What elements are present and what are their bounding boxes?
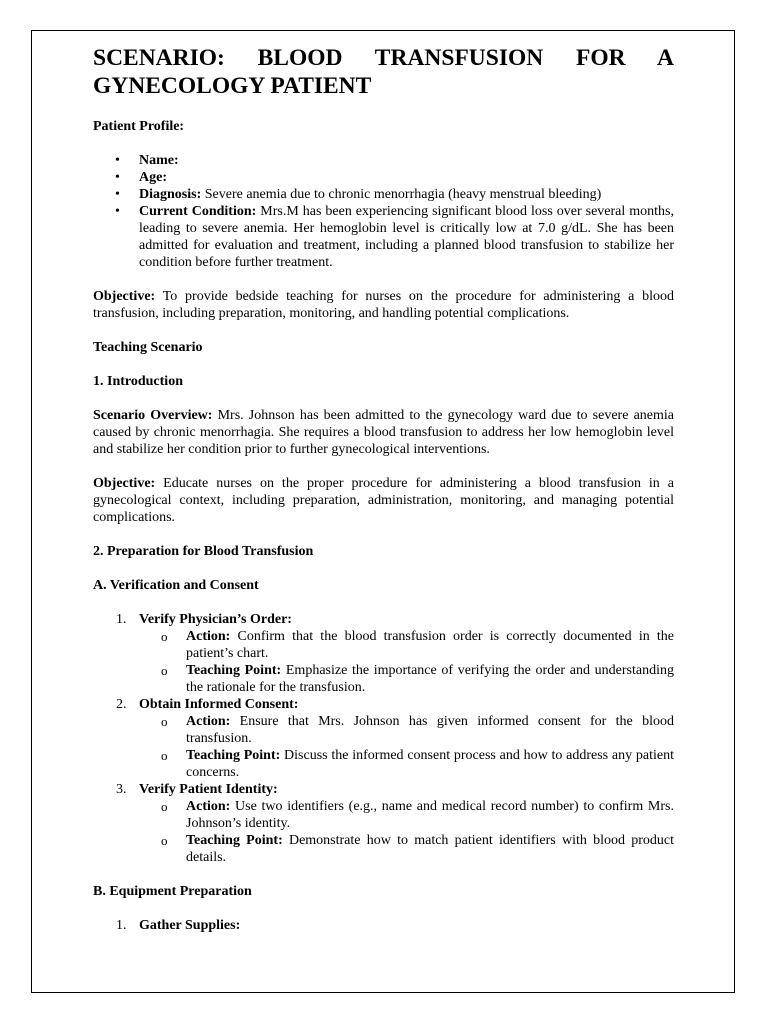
sub-item: o Action: Ensure that Mrs. Johnson has given informed consent for the blood transfusion. xyxy=(139,713,674,747)
preparation-heading: 2. Preparation for Blood Transfusion xyxy=(93,544,314,559)
objective-paragraph-2: Objective: Educate nurses on the proper procedure for administering a blood transfusion in a gynecological context, including preparation, administration, monitoring, and managing potential complications. xyxy=(93,476,674,525)
verification-steps-list xyxy=(93,611,674,866)
list-item: • Current Condition: Mrs.M has been experiencing significant blood loss over several months, leading to severe anemia. Her hemoglobin level is critically low at 7.0 g/dL. She has been admitted for evaluation and treatment, including a planned blood transfusion to stabilize her condition before further treatment. xyxy=(93,203,674,271)
step-number: 3. xyxy=(116,782,127,797)
list-item: • Diagnosis: Severe anemia due to chronic menorrhagia (heavy menstrual bleeding) xyxy=(93,186,674,203)
step-number: 1. xyxy=(116,918,127,933)
equipment-steps-list xyxy=(93,917,674,934)
step-title: Obtain Informed Consent: xyxy=(139,697,299,712)
list-item: • Name: xyxy=(93,152,674,169)
step-title: Verify Physician’s Order: xyxy=(139,612,292,627)
step-item xyxy=(93,917,674,934)
teaching-scenario-heading: Teaching Scenario xyxy=(93,340,203,355)
step-title: Gather Supplies: xyxy=(139,918,241,933)
step-number: 1. xyxy=(116,612,127,627)
step-item xyxy=(93,611,674,696)
patient-profile-heading: Patient Profile: xyxy=(93,119,185,134)
sub-list xyxy=(139,798,674,866)
introduction-heading: 1. Introduction xyxy=(93,374,183,389)
sub-item: o Teaching Point: Demonstrate how to match patient identifiers with blood product details. xyxy=(139,832,674,866)
section-b-heading: B. Equipment Preparation xyxy=(93,884,252,899)
document-title: SCENARIO: BLOOD TRANSFUSION FOR A GYNECOLOGY PATIENT xyxy=(93,45,674,99)
sub-item: o Action: Confirm that the blood transfusion order is correctly documented in the patient’s chart. xyxy=(139,628,674,662)
patient-profile-list xyxy=(93,152,674,271)
list-item: • Age: xyxy=(93,169,674,186)
step-item xyxy=(93,696,674,781)
section-a-heading: A. Verification and Consent xyxy=(93,578,259,593)
step-title: Verify Patient Identity: xyxy=(139,782,278,797)
sub-item: o Action: Use two identifiers (e.g., name and medical record number) to confirm Mrs. Johnson’s identity. xyxy=(139,798,674,832)
objective-paragraph: Objective: To provide bedside teaching for nurses on the procedure for administering a blood transfusion, including preparation, monitoring, and handling potential complications. xyxy=(93,289,674,321)
step-number: 2. xyxy=(116,697,127,712)
sub-item: o Teaching Point: Discuss the informed consent process and how to address any patient concerns. xyxy=(139,747,674,781)
step-item xyxy=(93,781,674,866)
sub-list xyxy=(139,628,674,696)
sub-list xyxy=(139,713,674,781)
scenario-overview-paragraph: Scenario Overview: Mrs. Johnson has been admitted to the gynecology ward due to severe anemia caused by chronic menorrhagia. She requires a blood transfusion to address her low hemoglobin level and stabilize her condition prior to further gynecological interventions. xyxy=(93,408,675,457)
document-body xyxy=(93,44,674,934)
sub-item: o Teaching Point: Emphasize the importance of verifying the order and understanding the rationale for the transfusion. xyxy=(139,662,674,696)
